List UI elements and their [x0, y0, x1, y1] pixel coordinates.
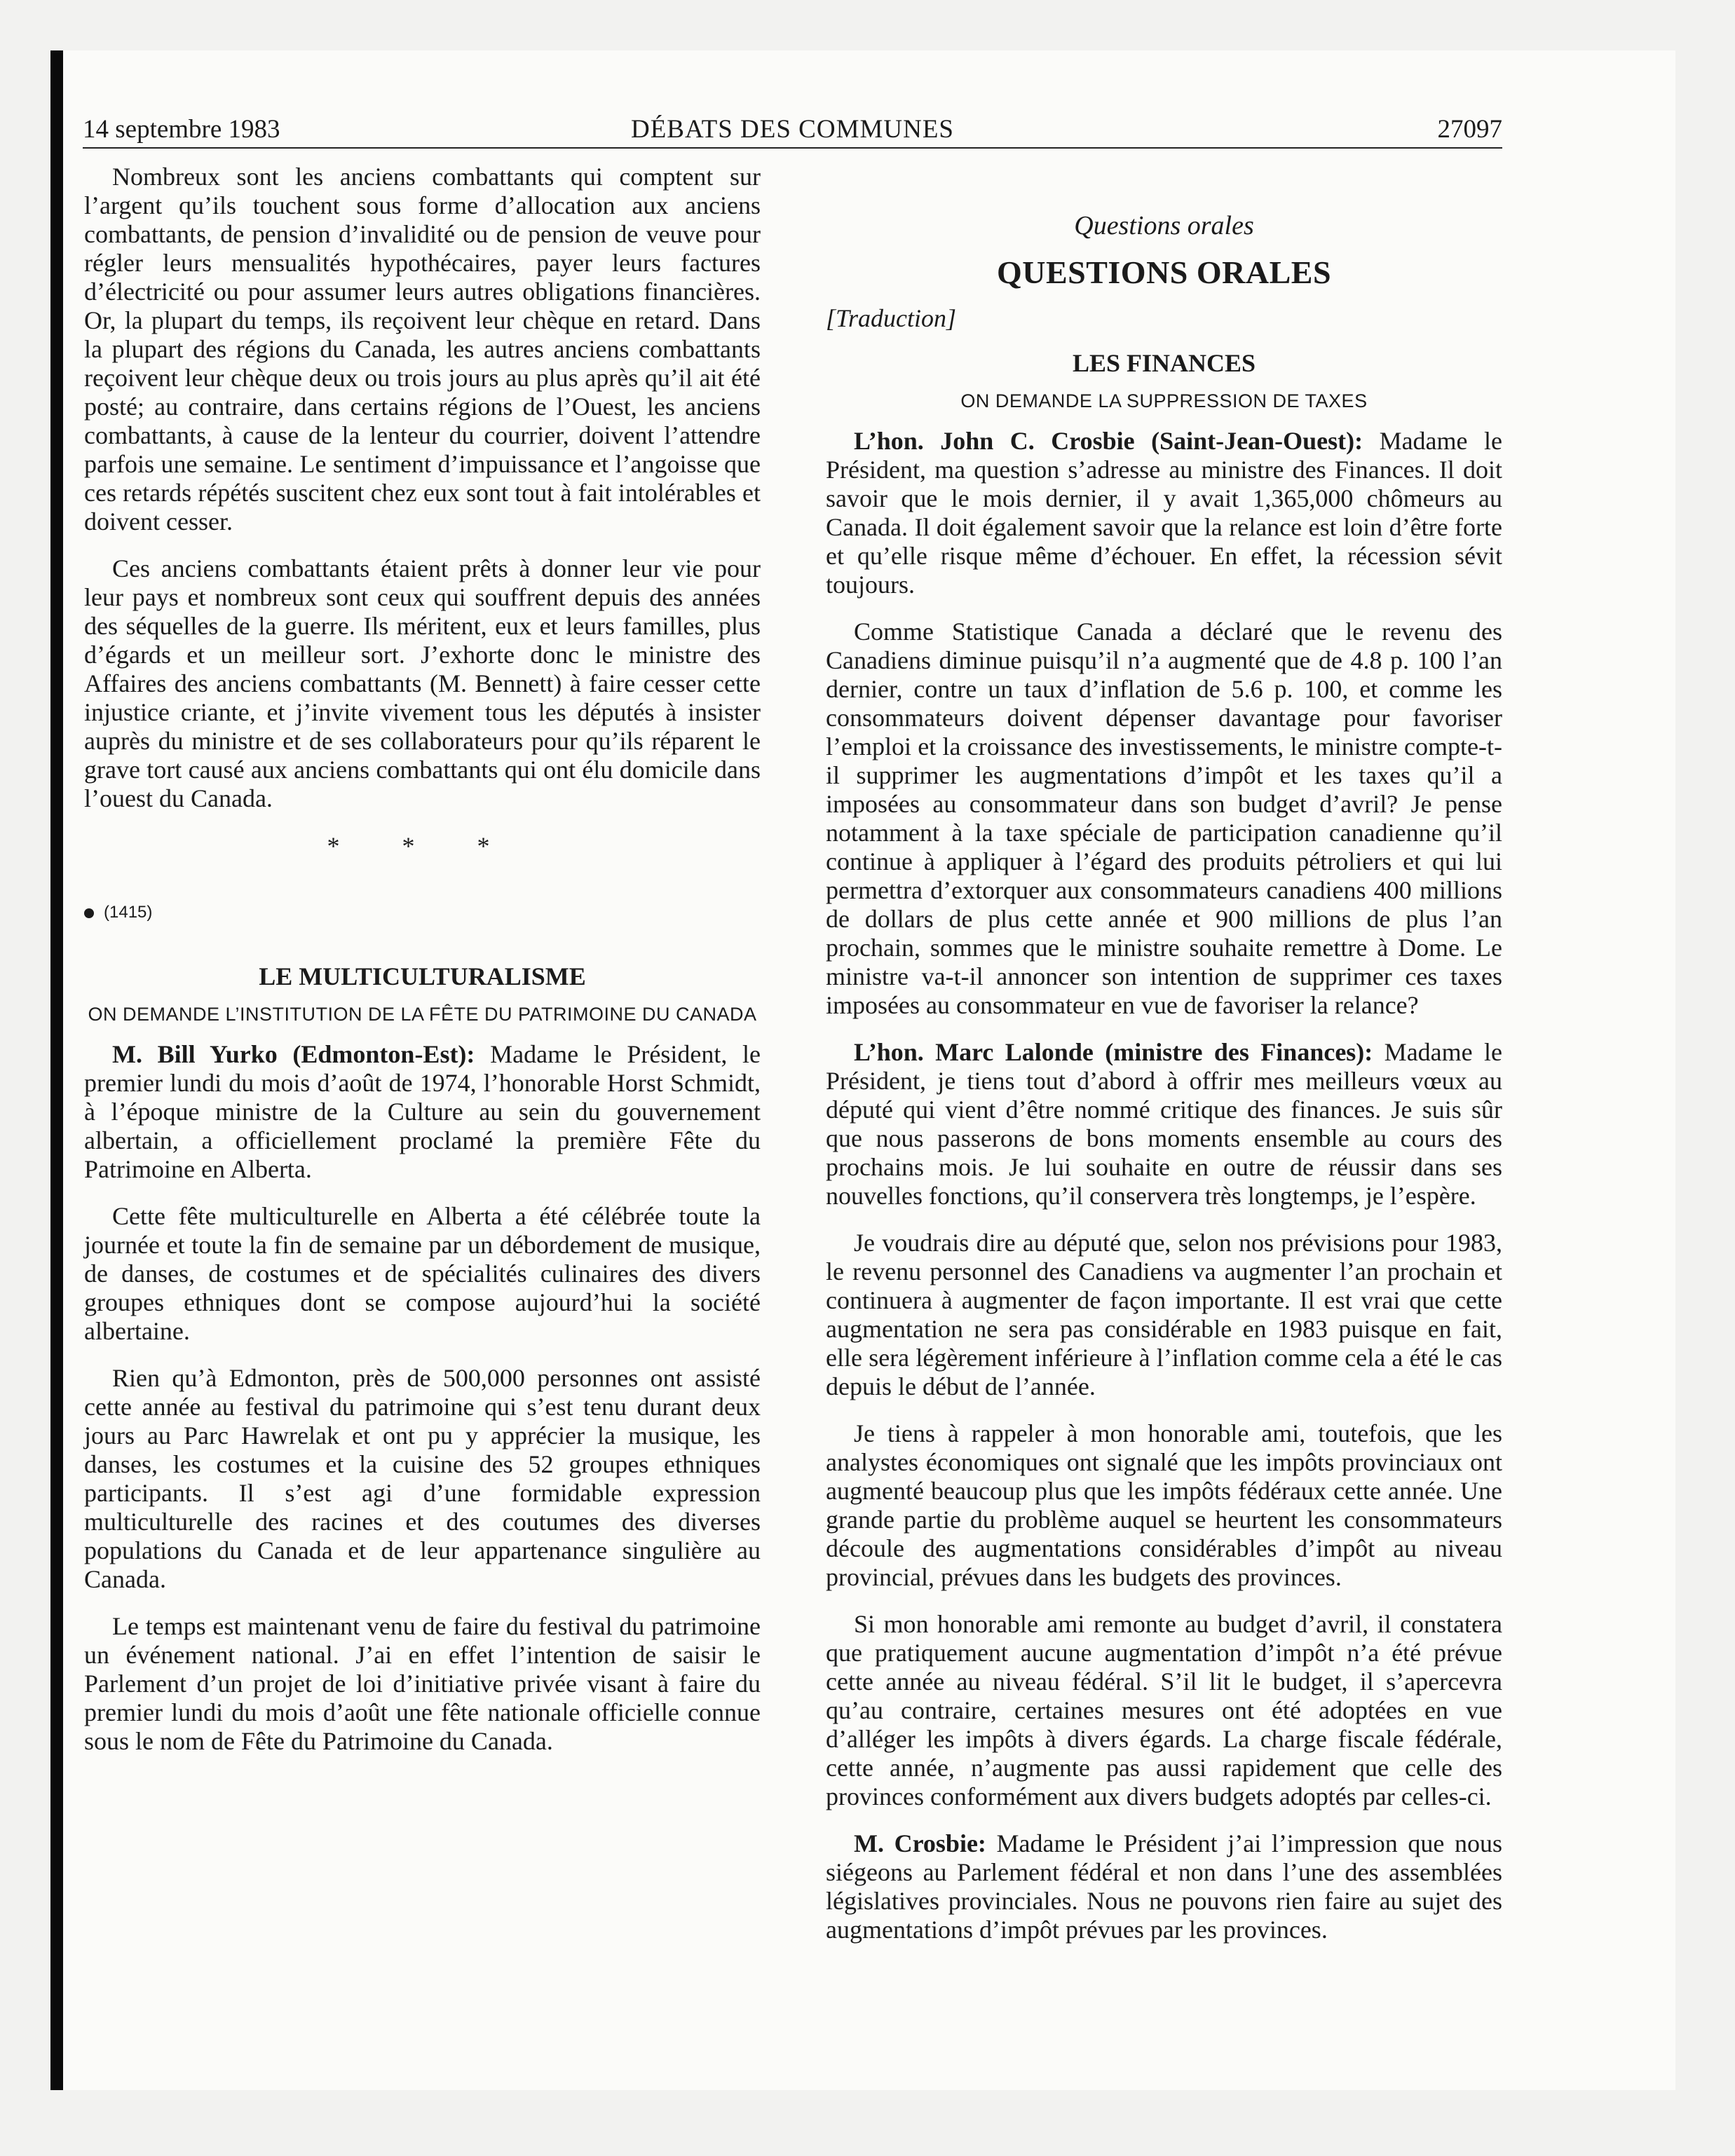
- paragraph-crosbie-3-text: Madame le Président j’ai l’impression que nous siégeons au Parlement fédéral et non dans l’une des assemblées législatives provinciales. Nous ne pouvons rien faire au sujet des augmentations d’impôt prévues par les provinces.: [826, 1829, 1502, 1944]
- header-date: 14 septembre 1983: [83, 115, 280, 144]
- paragraph-crosbie-2: Comme Statistique Canada a déclaré que le revenu des Canadiens diminue puisqu’il n’a augmenté que de 4.8 p. 100 l’an dernier, contre un taux d’inflation de 5.6 p. 100, et comme les consommateurs doivent dépenser davantage pour favoriser l’emploi et la croissance des investissements, le ministre compte-t-il supprimer les augmentations d’impôt et les taxes qu’il a imposées au consommateur dans son budget d’avril? Je pense notamment à la taxe spéciale de participation canadienne qu’il continue à appliquer à l’égard des produits pétroliers et qui lui permettra d’extorquer aux consommateurs canadiens 400 millions de dollars de plus cette année et 900 millions de plus l’an prochain, sommes que le ministre souhaite remettre à Dome. Le ministre va-t-il annoncer son intention de supprimer ces taxes imposées au consommateur en vue de favoriser la relance?: [826, 618, 1502, 1019]
- heading-multiculturalism: LE MULTICULTURALISME: [259, 962, 586, 990]
- paragraph-crosbie-1-text: Madame le Président, ma question s’adresse au ministre des Finances. Il doit savoir que le mois dernier, il y avait 1,365,000 chômeurs au Canada. Il doit également savoir que la relance est loin d’être forte et qu’elle risque même d’échouer. En effet, la récession sévit toujours.: [826, 427, 1502, 599]
- paragraph-yurko-1-text: Madame le Président, le premier lundi du mois d’août de 1974, l’honorable Horst Schmidt, à l’époque ministre de la Culture au sein du gouvernement albertain, a officiellement proclamé la première Fête du Patrimoine en Alberta.: [84, 1040, 761, 1183]
- timestamp: [84, 903, 761, 922]
- paragraph-crosbie-1: [826, 427, 1502, 599]
- bullet-dot-icon: [84, 908, 94, 918]
- paragraph-lalonde-4: Si mon honorable ami remonte au budget d’avril, il constatera que pratiquement aucune augmentation d’impôt n’a été prévue cette année au niveau fédéral. S’il lit le budget, il s’apercevra qu’au contraire, certaines mesures ont été adoptées en vue d’alléger les impôts à divers égards. La charge fiscale fédérale, cette année, n’augmente pas aussi rapidement que celle des provinces conformément aux divers budgets adoptés par celles-ci.: [826, 1610, 1502, 1810]
- paragraph-lalonde-2: Je voudrais dire au député que, selon nos prévisions pour 1983, le revenu personnel des Canadiens va augmenter l’an prochain et continuera à augmenter de façon importante. Il est vrai que cette augmentation ne sera pas considérable en 1983 puisque en fait, elle sera légèrement inférieure à l’inflation comme cela a été le cas depuis le début de l’année.: [826, 1229, 1502, 1400]
- subheading-heritage-day: ON DEMANDE L’INSTITUTION DE LA FÊTE DU PATRIMOINE DU CANADA: [88, 1004, 757, 1025]
- paragraph-lalonde-3: Je tiens à rappeler à mon honorable ami, toutefois, que les analystes économiques ont signalé que les impôts provinciaux ont augmenté beaucoup plus que les impôts fédéraux cette année. Une grande partie du problème auquel se heurtent les consommateurs découle des augmentations considérables d’impôt au niveau provincial, prévues dans les budgets des provinces.: [826, 1419, 1502, 1591]
- timestamp-text: (1415): [104, 903, 153, 922]
- paragraph-yurko-3: Rien qu’à Edmonton, près de 500,000 personnes ont assisté cette année au festival du patrimoine qui s’est tenu durant deux jours au Parc Hawrelak et ont pu y apprécier la musique, les danses, les costumes et la cuisine des 52 groupes ethniques participants. Il s’est agi d’une formidable expression multiculturelle des racines et des coutumes des diverses populations du Canada et de leur appartenance singulière au Canada.: [84, 1364, 761, 1593]
- page-header: [83, 112, 1502, 149]
- paragraph-yurko-4: Le temps est maintenant venu de faire du festival du patrimoine un événement national. J’ai en effet l’intention de saisir le Parlement d’un projet de loi d’initiative privée visant à faire du premier lundi du mois d’août une fête nationale officielle connue sous le nom de Fête du Patrimoine du Canada.: [84, 1612, 761, 1755]
- heading-oral-questions: QUESTIONS ORALES: [996, 254, 1332, 290]
- section-label: Questions orales: [1074, 211, 1254, 240]
- paragraph-lalonde-1: [826, 1038, 1502, 1210]
- section-separator: * * *: [327, 832, 518, 860]
- speaker-crosbie: L’hon. John C. Crosbie (Saint-Jean-Ouest):: [854, 427, 1363, 455]
- speaker-crosbie-2: M. Crosbie:: [854, 1829, 986, 1857]
- speaker-lalonde: L’hon. Marc Lalonde (ministre des Finances):: [854, 1038, 1373, 1066]
- scan-edge: [50, 50, 63, 2090]
- left-column: [84, 163, 761, 1774]
- paragraph-veterans-2: Ces anciens combattants étaient prêts à donner leur vie pour leur pays et nombreux sont ceux qui souffrent depuis des années des séquelles de la guerre. Ils méritent, eux et leurs familles, plus d’égards et un meilleur sort. J’exhorte donc le ministre des Affaires des anciens combattants (M. Bennett) à faire cesser cette injustice criante, et j’invite vivement tous les députés à insister auprès du ministre et de ses collaborateurs pour qu’ils réparent le grave tort causé aux anciens combattants qui ont élu domicile dans l’ouest du Canada.: [84, 554, 761, 812]
- speaker-yurko: M. Bill Yurko (Edmonton-Est):: [112, 1040, 475, 1068]
- translation-note: [Traduction]: [826, 304, 957, 332]
- paragraph-veterans-1: Nombreux sont les anciens combattants qui comptent sur l’argent qu’ils touchent sous forme d’allocation aux anciens combattants, de pension d’invalidité ou de pension de veuve pour régler leurs mensualités hypothécaires, payer leurs factures d’électricité ou pour assumer leurs autres obligations financières. Or, la plupart du temps, ils reçoivent leur chèque en retard. Dans la plupart des régions du Canada, les autres anciens combattants reçoivent leur chèque deux ou trois jours au plus après qu’il ait été posté; au contraire, dans certains régions de l’Ouest, les anciens combattants, à cause de la lenteur du courrier, doivent l’attendre parfois une semaine. Le sentiment d’impuissance et l’angoisse que ces retards répétés suscitent chez eux sont tout à fait intolérables et doivent cesser.: [84, 163, 761, 535]
- heading-finances: LES FINANCES: [1072, 349, 1256, 377]
- subheading-tax-removal: ON DEMANDE LA SUPPRESSION DE TAXES: [960, 390, 1368, 411]
- right-column: [826, 210, 1502, 1963]
- paragraph-yurko-1: [84, 1040, 761, 1184]
- paragraph-yurko-2: Cette fête multiculturelle en Alberta a été célébrée toute la journée et toute la fin de semaine par un débordement de musique, de danses, de costumes et de spécialités culinaires des divers groupes ethniques dont se compose aujourd’hui la société albertaine.: [84, 1202, 761, 1345]
- header-title: DÉBATS DES COMMUNES: [630, 115, 954, 144]
- paragraph-crosbie-3: [826, 1829, 1502, 1944]
- paragraph-lalonde-1-text: Madame le Président, je tiens tout d’abord à offrir mes meilleurs vœux au député qui vient d’être nommé critique des finances. Je suis sûr que nous passerons de bons moments ensemble au cours des prochains mois. Je lui souhaite en outre de réussir dans ses nouvelles fonctions, qu’il conservera très longtemps, je l’espère.: [826, 1038, 1502, 1210]
- header-page-number: 27097: [1437, 115, 1502, 144]
